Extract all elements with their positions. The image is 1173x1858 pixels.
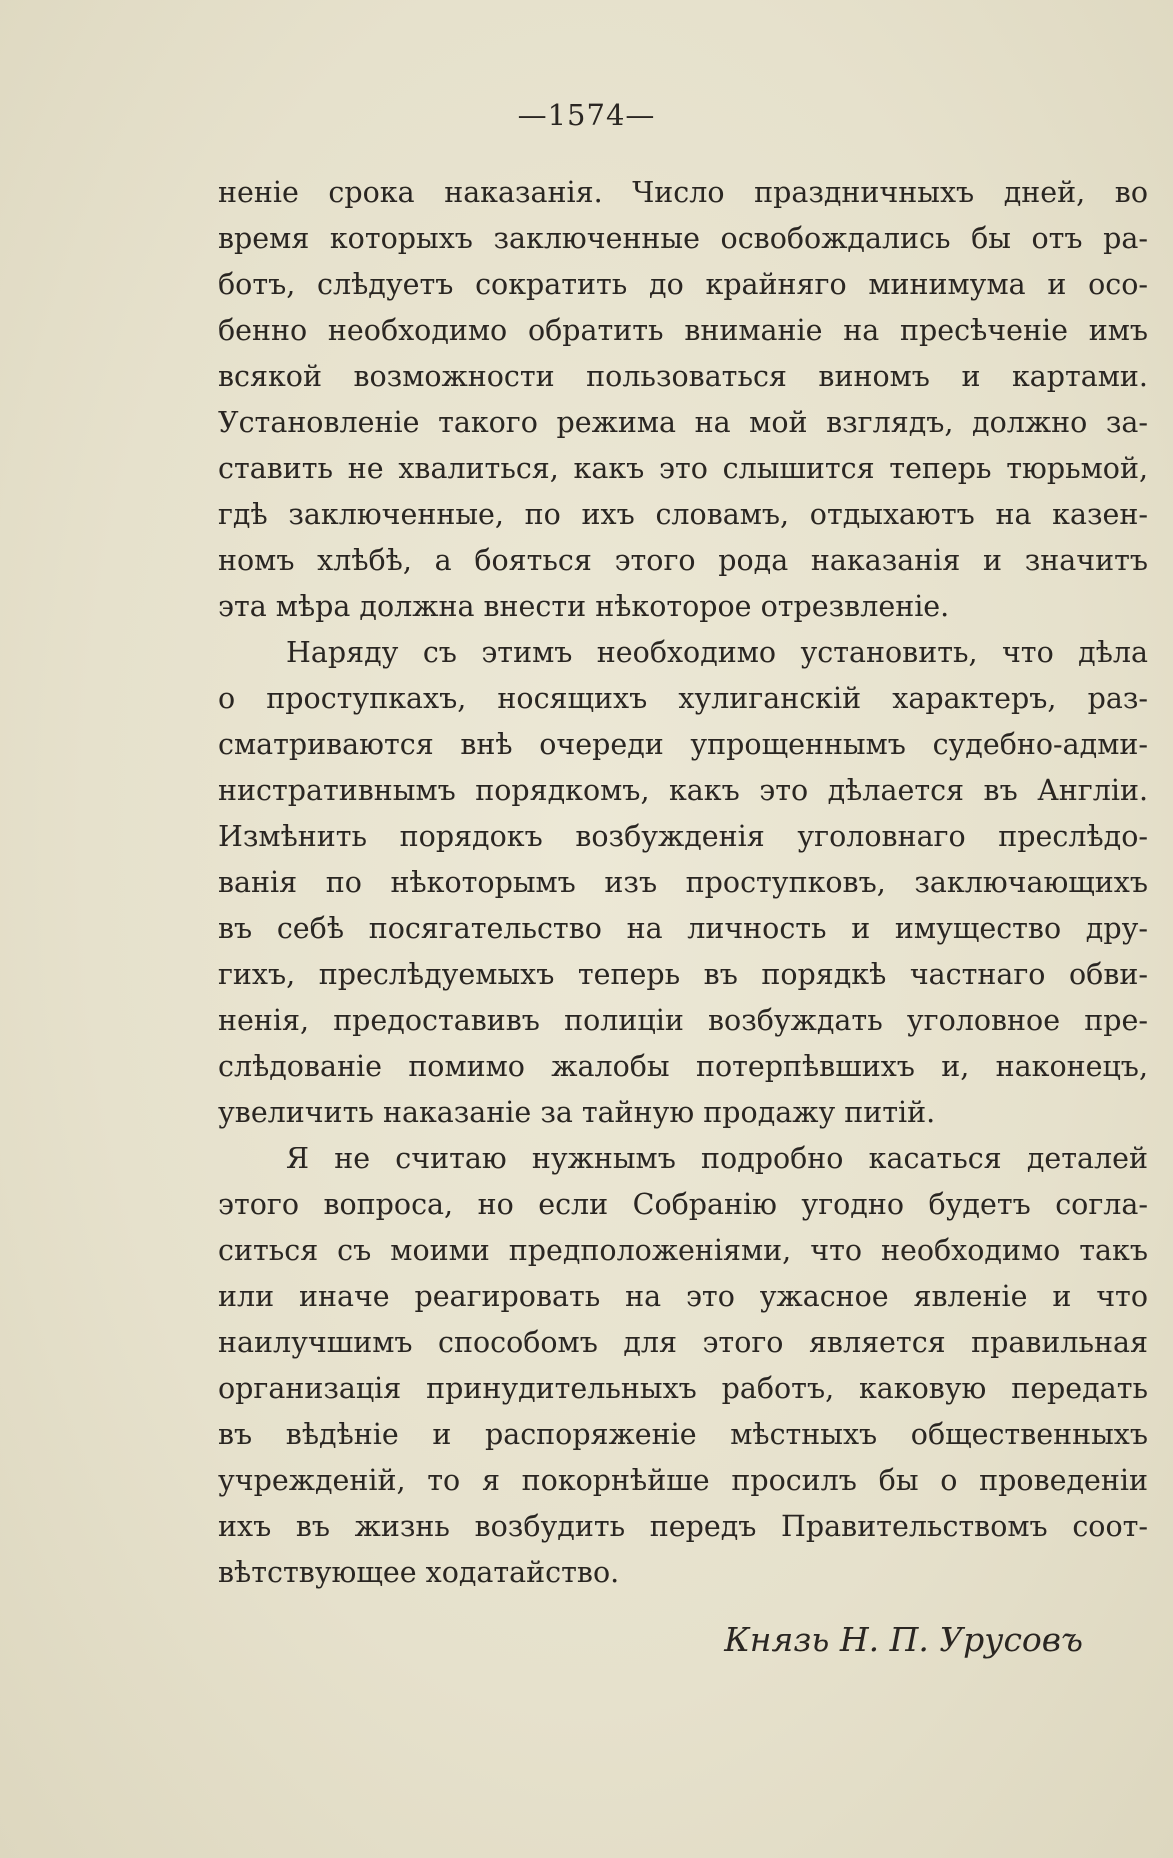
text-line: въ себѣ посягательство на личность и имущество дру- xyxy=(218,912,1148,945)
text-line: ненія, предоставивъ полиціи возбуждать уголовное пре- xyxy=(218,1004,1148,1037)
text-line: Измѣнить порядокъ возбужденія уголовнаго преслѣдо- xyxy=(218,820,1148,853)
text-line: всякой возможности пользоваться виномъ и картами. xyxy=(218,360,1148,393)
text-line: эта мѣра должна внести нѣкоторое отрезвленіе. xyxy=(218,590,950,623)
text-line: въ вѣдѣніе и распоряженіе мѣстныхъ общественныхъ xyxy=(218,1418,1148,1451)
text-line: ихъ въ жизнь возбудить передъ Правительствомъ соот- xyxy=(218,1510,1148,1543)
text-line: ситься съ моими предположеніями, что необходимо такъ xyxy=(218,1234,1148,1267)
paragraph-start-line: Наряду съ этимъ необходимо установить, что дѣла xyxy=(286,636,1148,669)
text-line: неніе срока наказанія. Число праздничныхъ дней, во xyxy=(218,176,1148,209)
page-number: —1574— xyxy=(517,98,656,132)
text-line: гдѣ заключенные, по ихъ словамъ, отдыхаютъ на казен- xyxy=(218,498,1148,531)
text-line: сматриваются внѣ очереди упрощеннымъ судебно-адми- xyxy=(218,728,1148,761)
text-line: гихъ, преслѣдуемыхъ теперь въ порядкѣ частнаго обви- xyxy=(218,958,1148,991)
body-text xyxy=(218,170,1148,1596)
text-line: увеличить наказаніе за тайную продажу питій. xyxy=(218,1096,936,1129)
text-line: ставить не хвалиться, какъ это слышится теперь тюрьмой, xyxy=(218,452,1148,485)
text-line: слѣдованіе помимо жалобы потерпѣвшихъ и, наконецъ, xyxy=(218,1050,1148,1083)
text-line: нистративнымъ порядкомъ, какъ это дѣлается въ Англіи. xyxy=(218,774,1148,807)
text-line: время которыхъ заключенные освобождались бы отъ ра- xyxy=(218,222,1148,255)
text-line: ванія по нѣкоторымъ изъ проступковъ, заключающихъ xyxy=(218,866,1148,899)
text-line: этого вопроса, но если Собранію угодно будетъ согла- xyxy=(218,1188,1148,1221)
text-line: бенно необходимо обратить вниманіе на пресѣченіе имъ xyxy=(218,314,1148,347)
text-line: вѣтствующее ходатайство. xyxy=(218,1556,620,1589)
text-line: организація принудительныхъ работъ, каковую передать xyxy=(218,1372,1148,1405)
text-line: или иначе реагировать на это ужасное явленіе и что xyxy=(218,1280,1148,1313)
paragraph-start-line: Я не считаю нужнымъ подробно касаться деталей xyxy=(286,1142,1148,1175)
text-line: ботъ, слѣдуетъ сократить до крайняго минимума и осо- xyxy=(218,268,1148,301)
text-line: учрежденій, то я покорнѣйше просилъ бы о проведеніи xyxy=(218,1464,1148,1497)
text-line: о проступкахъ, носящихъ хулиганскій характеръ, раз- xyxy=(218,682,1148,715)
text-line: наилучшимъ способомъ для этого является правильная xyxy=(218,1326,1148,1359)
text-line: номъ хлѣбѣ, а бояться этого рода наказанія и значитъ xyxy=(218,544,1148,577)
signature: Князь Н. П. Урусовъ xyxy=(724,1620,1083,1659)
text-line: Установленіе такого режима на мой взглядъ, должно за- xyxy=(218,406,1148,439)
